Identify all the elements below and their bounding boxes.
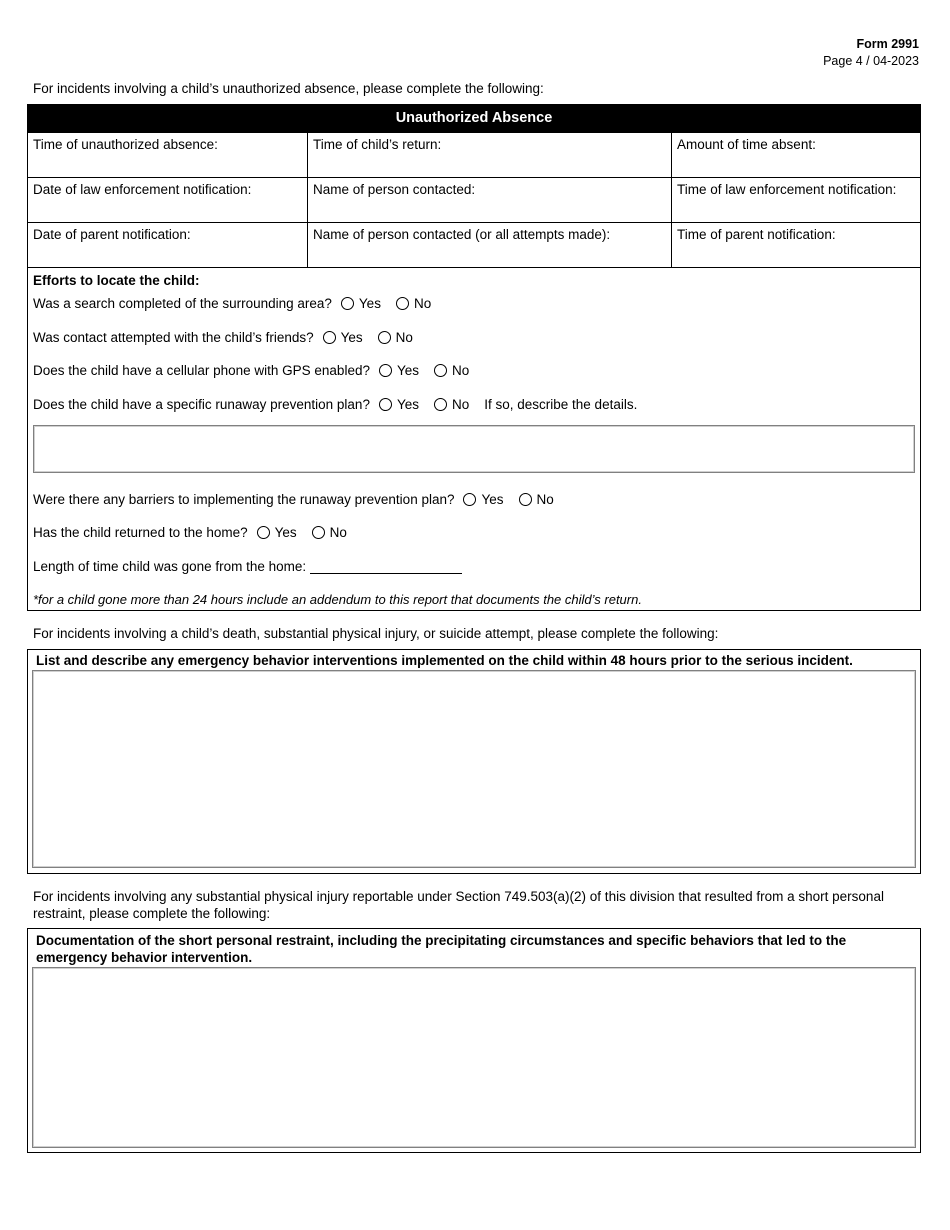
question-friends: [33, 328, 915, 362]
time-parent-notification-field[interactable]: Time of parent notification:: [672, 223, 921, 268]
friends-no-radio[interactable]: [378, 331, 391, 344]
section-title: Unauthorized Absence: [28, 105, 920, 132]
friends-yes-radio[interactable]: [323, 331, 336, 344]
interventions-label: List and describe any emergency behavior interventions implemented on the child within 48 hours prior to the serious incident.: [36, 653, 853, 668]
addendum-note: *for a child gone more than 24 hours include an addendum to this report that documents the child’s return.: [33, 592, 642, 607]
form-number: Form 2991: [856, 37, 919, 51]
yes-label: Yes: [274, 525, 297, 540]
yes-label: Yes: [396, 396, 419, 412]
no-label: No: [329, 525, 347, 540]
no-label: No: [451, 396, 470, 412]
question-barriers: [33, 490, 915, 524]
question-search: [33, 294, 915, 328]
emergency-interventions-section: [27, 649, 921, 874]
question-text: Was a search completed of the surrounding area?: [33, 296, 332, 311]
date-parent-notification-field[interactable]: Date of parent notification:: [28, 223, 308, 268]
plan-details-textbox[interactable]: [33, 425, 915, 473]
amount-time-absent-field[interactable]: Amount of time absent:: [672, 133, 921, 178]
absence-grid: [28, 132, 920, 267]
returned-yes-radio[interactable]: [257, 526, 270, 539]
gps-no-radio[interactable]: [434, 364, 447, 377]
time-law-enforcement-field[interactable]: Time of law enforcement notification:: [672, 178, 921, 223]
interventions-textbox[interactable]: [32, 670, 916, 868]
question-text: Has the child returned to the home?: [33, 525, 248, 540]
unauthorized-absence-section: [27, 104, 921, 611]
plan-no-radio[interactable]: [434, 398, 447, 411]
search-no-radio[interactable]: [396, 297, 409, 310]
returned-no-radio[interactable]: [312, 526, 325, 539]
question-text: Were there any barriers to implementing the runaway prevention plan?: [33, 491, 455, 507]
efforts-section: [28, 267, 920, 616]
gps-yes-radio[interactable]: [379, 364, 392, 377]
question-returned: [33, 523, 915, 557]
restraint-documentation-section: [27, 928, 921, 1153]
section3-intro: For incidents involving any substantial physical injury reportable under Section 749.503(a)(2) of this division that resulted from a short personal restraint, please complete the following:: [33, 889, 884, 921]
time-of-return-field[interactable]: Time of child’s return:: [308, 133, 672, 178]
time-of-absence-field[interactable]: Time of unauthorized absence:: [28, 133, 308, 178]
barriers-yes-radio[interactable]: [463, 493, 476, 506]
no-label: No: [536, 491, 554, 507]
parent-person-contacted-field[interactable]: Name of person contacted (or all attempts made):: [308, 223, 672, 268]
question-text: Does the child have a specific runaway prevention plan?: [33, 396, 370, 412]
date-law-enforcement-field[interactable]: Date of law enforcement notification:: [28, 178, 308, 223]
question-text: Was contact attempted with the child’s friends?: [33, 329, 314, 345]
restraint-label: Documentation of the short personal restraint, including the precipitating circumstances and specific behaviors that led to the emergency behavior intervention.: [36, 933, 847, 965]
no-label: No: [452, 363, 470, 378]
form-header: [823, 36, 919, 70]
plan-yes-radio[interactable]: [379, 398, 392, 411]
no-label: No: [413, 296, 432, 311]
question-text: Does the child have a cellular phone with GPS enabled?: [33, 363, 370, 378]
question-gps: [33, 361, 915, 395]
plan-followup-text: If so, describe the details.: [484, 396, 638, 412]
search-yes-radio[interactable]: [341, 297, 354, 310]
section1-intro: For incidents involving a child’s unauthorized absence, please complete the following:: [33, 81, 544, 96]
efforts-label: Efforts to locate the child:: [33, 273, 200, 288]
question-length-gone: [33, 557, 915, 591]
length-gone-field[interactable]: [310, 557, 462, 574]
page-info: Page 4 / 04-2023: [823, 54, 919, 68]
yes-label: Yes: [358, 296, 381, 311]
section2-intro: For incidents involving a child’s death, substantial physical injury, or suicide attempt, please complete the following:: [33, 626, 719, 641]
question-prevention-plan: [33, 395, 915, 415]
no-label: No: [395, 329, 413, 345]
yes-label: Yes: [340, 329, 363, 345]
yes-label: Yes: [481, 491, 504, 507]
restraint-textbox[interactable]: [32, 967, 916, 1148]
law-person-contacted-field[interactable]: Name of person contacted:: [308, 178, 672, 223]
barriers-no-radio[interactable]: [519, 493, 532, 506]
question-text: Length of time child was gone from the home:: [33, 558, 307, 574]
yes-label: Yes: [396, 363, 419, 378]
